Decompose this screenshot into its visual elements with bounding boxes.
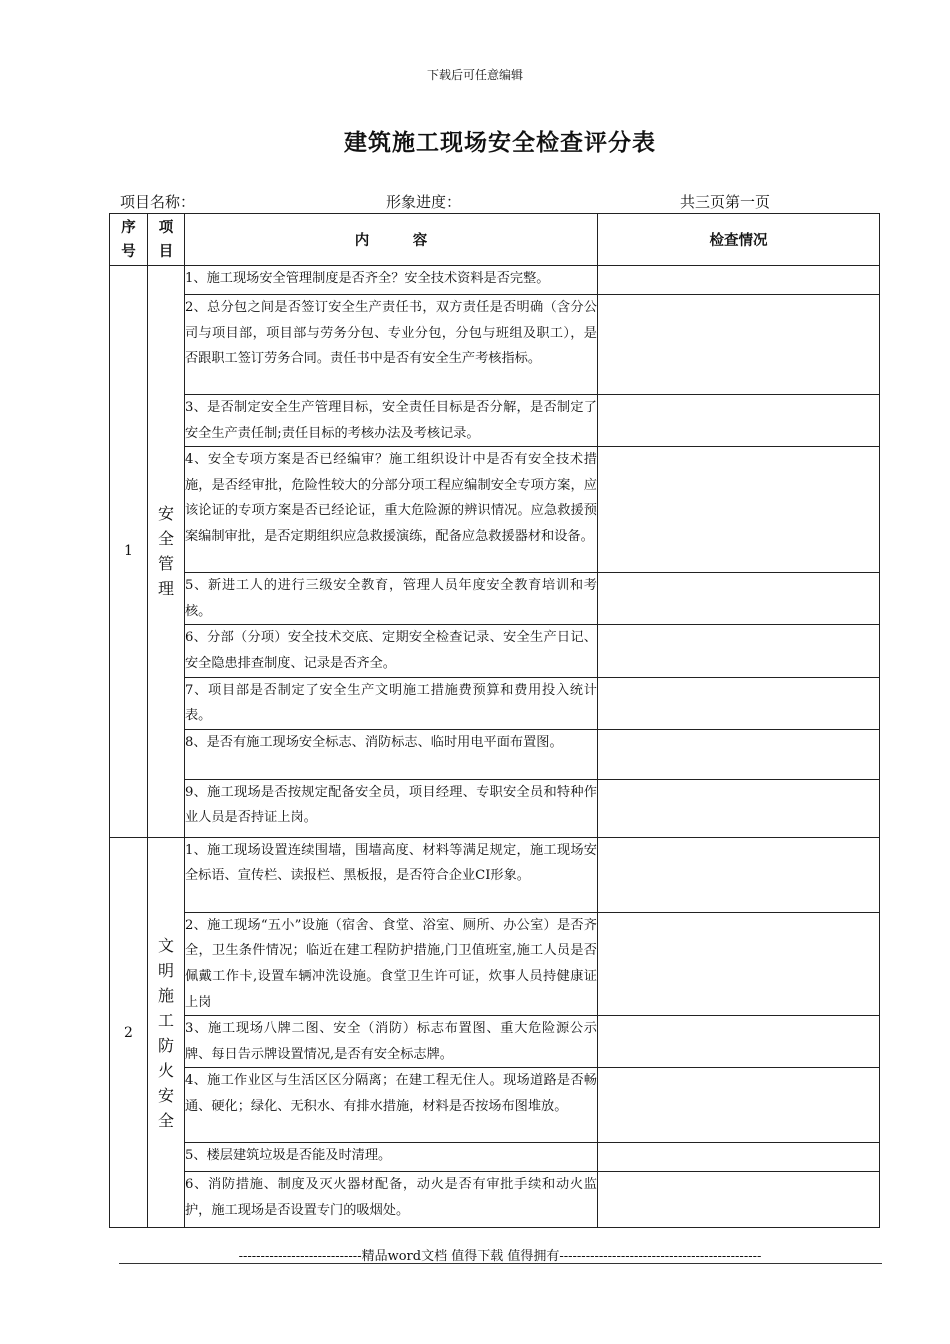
check-result-cell[interactable] bbox=[598, 625, 880, 677]
project-name-label: 项目名称： bbox=[120, 193, 196, 211]
table-row bbox=[110, 1172, 880, 1228]
header-item-line1: 项 bbox=[158, 219, 174, 236]
table-row bbox=[110, 779, 880, 837]
header-no-line1: 序 bbox=[121, 219, 136, 236]
header-content: 内 容 bbox=[185, 214, 598, 266]
group-name-char: 管 bbox=[157, 554, 174, 574]
header-no bbox=[110, 214, 148, 266]
check-item-content: 6、消防措施、制度及灭火器材配备，动火是否有审批手续和动火监护，施工现场是否设置专门的吸烟处。 bbox=[185, 1172, 598, 1228]
check-result-cell[interactable] bbox=[598, 912, 880, 1015]
group-name-char: 施 bbox=[157, 985, 174, 1005]
check-result-cell[interactable] bbox=[598, 779, 880, 837]
group-number: 2 bbox=[110, 837, 148, 1228]
check-result-cell[interactable] bbox=[598, 1143, 880, 1172]
page-title: 建筑施工现场安全检查评分表 bbox=[344, 130, 656, 156]
table-header-row bbox=[110, 214, 880, 266]
check-item-content: 2、施工现场“五小”设施（宿舍、食堂、浴室、厕所、办公室）是否齐全，卫生条件情况；临近在建工程防护措施,门卫值班室,施工人员是否佩戴工作卡,设置车辆冲洗设施。食堂卫生许可证，炊事人员持健康证上岗 bbox=[185, 912, 598, 1015]
check-result-cell[interactable] bbox=[598, 266, 880, 295]
check-item-content: 9、施工现场是否按规定配备安全员，项目经理、专职安全员和特种作业人员是否持证上岗。 bbox=[185, 779, 598, 837]
header-item-line2: 目 bbox=[158, 243, 174, 260]
group-name-char: 全 bbox=[157, 1110, 174, 1130]
table-body bbox=[110, 266, 880, 1228]
check-item-content: 8、是否有施工现场安全标志、消防标志、临时用电平面布置图。 bbox=[185, 729, 598, 779]
check-result-cell[interactable] bbox=[598, 837, 880, 912]
header-item bbox=[148, 214, 185, 266]
header-note: 下载后可任意编辑 bbox=[426, 68, 523, 82]
check-item-content: 1、施工现场设置连续围墙，围墙高度、材料等满足规定，施工现场安全标语、宣传栏、读报栏、黑板报，是否符合企业CI形象。 bbox=[185, 837, 598, 912]
table-row bbox=[110, 1068, 880, 1143]
page-info: 共三页第一页 bbox=[680, 193, 771, 211]
table-row bbox=[110, 447, 880, 573]
header-no-line2: 号 bbox=[121, 243, 136, 260]
table-row bbox=[110, 1143, 880, 1172]
footer-rule bbox=[119, 1263, 882, 1264]
header-check: 检查情况 bbox=[598, 214, 880, 266]
group-name-char: 安 bbox=[157, 504, 174, 524]
group-name-char: 火 bbox=[157, 1060, 174, 1080]
check-result-cell[interactable] bbox=[598, 1016, 880, 1068]
table-row bbox=[110, 912, 880, 1015]
table-row bbox=[110, 729, 880, 779]
check-item-content: 5、楼层建筑垃圾是否能及时清理。 bbox=[185, 1143, 598, 1172]
group-name bbox=[148, 837, 185, 1228]
check-result-cell[interactable] bbox=[598, 295, 880, 395]
check-result-cell[interactable] bbox=[598, 573, 880, 625]
check-item-content: 1、施工现场安全管理制度是否齐全？安全技术资料是否完整。 bbox=[185, 266, 598, 295]
inspection-table bbox=[109, 213, 880, 1228]
table-row bbox=[110, 837, 880, 912]
table-row bbox=[110, 1016, 880, 1068]
group-name-char: 防 bbox=[157, 1035, 174, 1055]
check-item-content: 7、项目部是否制定了安全生产文明施工措施费预算和费用投入统计表。 bbox=[185, 677, 598, 729]
check-item-content: 4、施工作业区与生活区区分隔离；在建工程无住人。现场道路是否畅通、硬化；绿化、无积水、有排水措施，材料是否按场布图堆放。 bbox=[185, 1068, 598, 1143]
check-item-content: 5、新进工人的进行三级安全教育，管理人员年度安全教育培训和考核。 bbox=[185, 573, 598, 625]
table-row bbox=[110, 395, 880, 447]
check-item-content: 2、总分包之间是否签订安全生产责任书，双方责任是否明确（含分公司与项目部，项目部与劳务分包、专业分包，分包与班组及职工），是否跟职工签订劳务合同。责任书中是否有安全生产考核指标。 bbox=[185, 295, 598, 395]
check-result-cell[interactable] bbox=[598, 1172, 880, 1228]
group-name-char: 明 bbox=[157, 960, 174, 980]
check-result-cell[interactable] bbox=[598, 677, 880, 729]
check-item-content: 4、安全专项方案是否已经编审？施工组织设计中是否有安全技术措施，是否经审批，危险性较大的分部分项工程应编制安全专项方案，应该论证的专项方案是否已经论证，重大危险源的辨识情况。应急救援预案编制审批，是否定期组织应急救援演练，配备应急救援器材和设备。 bbox=[185, 447, 598, 573]
progress-label: 形象进度： bbox=[386, 193, 462, 211]
group-name-char: 工 bbox=[157, 1010, 174, 1030]
group-name-char: 安 bbox=[157, 1085, 174, 1105]
check-item-content: 6、分部（分项）安全技术交底、定期安全检查记录、安全生产日记、安全隐患排查制度、记录是否齐全。 bbox=[185, 625, 598, 677]
group-number: 1 bbox=[110, 266, 148, 838]
table-row bbox=[110, 295, 880, 395]
check-item-content: 3、施工现场八牌二图、安全（消防）标志布置图、重大危险源公示牌、每日告示牌设置情况,是否有安全标志牌。 bbox=[185, 1016, 598, 1068]
footer-text: ----------------------------精品word文档 值得下载 值得拥有---------------------------------------------- bbox=[238, 1249, 762, 1264]
check-result-cell[interactable] bbox=[598, 1068, 880, 1143]
group-name-char: 文 bbox=[157, 935, 174, 955]
check-result-cell[interactable] bbox=[598, 447, 880, 573]
table-row bbox=[110, 573, 880, 625]
group-name-char: 全 bbox=[157, 529, 174, 549]
table-row bbox=[110, 266, 880, 295]
check-result-cell[interactable] bbox=[598, 729, 880, 779]
group-name-char: 理 bbox=[157, 579, 174, 599]
check-item-content: 3、是否制定安全生产管理目标，安全责任目标是否分解，是否制定了安全生产责任制;责任目标的考核办法及考核记录。 bbox=[185, 395, 598, 447]
check-result-cell[interactable] bbox=[598, 395, 880, 447]
table-row bbox=[110, 677, 880, 729]
table-row bbox=[110, 625, 880, 677]
group-name bbox=[148, 266, 185, 838]
